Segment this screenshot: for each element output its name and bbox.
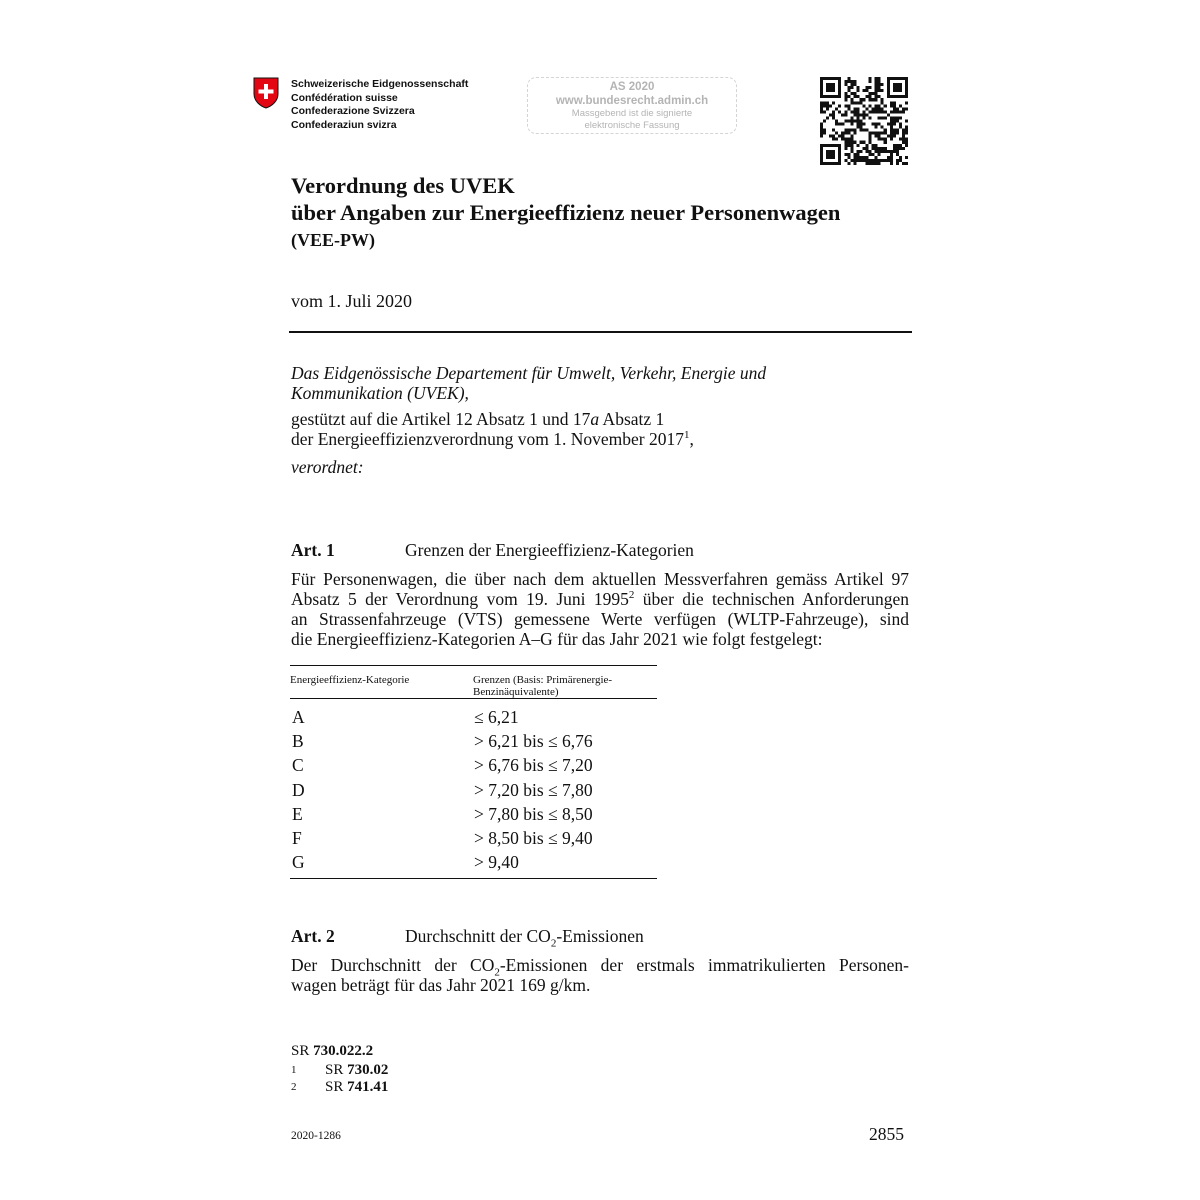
- table-row: [290, 705, 657, 729]
- category-cell: C: [292, 755, 304, 776]
- subscript: 2: [550, 937, 557, 950]
- title-line-2: über Angaben zur Energieeffizienz neuer Personenwagen: [291, 200, 841, 225]
- preamble-basis-line-2: [291, 429, 913, 449]
- article-1-line-2: [291, 589, 909, 609]
- limit-cell: > 6,21 bis ≤ 6,76: [474, 731, 593, 752]
- footnote-mark: 1: [291, 1064, 297, 1076]
- article-text: Der Durchschnitt der CO: [291, 955, 495, 975]
- header-category: Energieeffizienz-Kategorie: [290, 674, 410, 686]
- table-row: [290, 850, 657, 874]
- table-row: [290, 778, 657, 802]
- table-row: [290, 753, 657, 777]
- category-cell: B: [292, 731, 304, 752]
- document-date: vom 1. Juli 2020: [291, 291, 413, 311]
- article-title-text: -Emissionen: [556, 926, 644, 946]
- limit-cell: > 7,20 bis ≤ 7,80: [474, 779, 593, 800]
- header-limits-line-1: Grenzen (Basis: Primärenergie-: [473, 674, 613, 686]
- limit-cell: > 9,40: [474, 852, 519, 873]
- article-2-heading: [291, 926, 644, 950]
- article-text: über die technischen Anforderungen: [634, 589, 909, 609]
- table-row: [290, 729, 657, 753]
- preamble-basis-line-1: [291, 409, 913, 429]
- footnote-ref-number[interactable]: 741.41: [347, 1079, 389, 1095]
- basis-text: der Energieeffizienzverordnung vom 1. November 2017: [291, 429, 684, 449]
- article-number: Art. 1: [291, 540, 335, 560]
- article-2-line-1: [291, 955, 909, 979]
- qr-code-icon: [820, 77, 908, 165]
- table-row: [290, 802, 657, 826]
- article-title: Grenzen der Energieeffizienz-Kategorien: [405, 540, 694, 560]
- swiss-coat-of-arms-icon: [253, 77, 279, 109]
- article-1-line-4: die Energieeffizienz-Kategorien A–G für das Jahr 2021 wie folgt festgelegt:: [291, 629, 823, 649]
- confederation-name-rm: Confederaziun svizra: [291, 118, 397, 131]
- limit-cell: > 7,80 bis ≤ 8,50: [474, 803, 593, 824]
- article-text: Absatz 5 der Verordnung vom 19. Juni 1995: [291, 589, 629, 609]
- article-2-text: [291, 955, 909, 995]
- footnote-prefix: SR: [325, 1079, 344, 1095]
- preamble-authority: [291, 363, 913, 403]
- document-identifier: 2020-1286: [291, 1130, 341, 1142]
- limit-cell: > 6,76 bis ≤ 7,20: [474, 755, 593, 776]
- stamp-note-1: Massgebend ist die signierte: [571, 108, 693, 119]
- confederation-name-de: Schweizerische Eidgenossenschaft: [291, 78, 469, 90]
- preamble-legal-basis: [291, 409, 913, 449]
- confederation-names: [291, 78, 468, 132]
- category-cell: E: [292, 803, 303, 824]
- sr-number: 730.022.2: [313, 1043, 374, 1059]
- article-1-text: [291, 569, 909, 649]
- article-number: Art. 2: [291, 926, 335, 946]
- limit-cell: ≤ 6,21: [474, 707, 519, 727]
- preamble-decrees: verordnet:: [291, 457, 364, 477]
- subscript: 2: [494, 966, 500, 979]
- footnote-1: [291, 1062, 388, 1079]
- preamble-authority-line-1: Das Eidgenössische Departement für Umwelt, Verkehr, Energie und: [291, 363, 767, 383]
- efficiency-category-table: [290, 665, 657, 879]
- sr-prefix: SR: [291, 1043, 310, 1059]
- table-body: [290, 705, 657, 874]
- preamble-authority-line-2: Kommunikation (UVEK),: [291, 383, 469, 403]
- category-cell: F: [292, 827, 302, 848]
- official-publication-stamp: [527, 77, 737, 134]
- title-line-1: Verordnung des UVEK: [291, 173, 515, 198]
- stamp-collection: AS 2020: [609, 81, 655, 93]
- title-abbreviation: (VEE-PW): [291, 230, 375, 250]
- confederation-name-fr: Confédération suisse: [291, 91, 398, 104]
- document-title: [291, 172, 840, 226]
- header-limits-line-2: Benzinäquivalente): [473, 686, 559, 698]
- basis-punctuation: ,: [689, 429, 694, 449]
- article-1-line-3: an Strassenfahrzeuge (VTS) gemessene Werte verfügen (WLTP-Fahrzeuge), sind: [291, 609, 909, 629]
- article-1-line-1: Für Personenwagen, die über nach dem aktuellen Messverfahren gemäss Artikel 97: [291, 569, 909, 589]
- article-2-line-2: wagen beträgt für das Jahr 2021 169 g/km.: [291, 975, 591, 995]
- category-cell: D: [292, 779, 305, 800]
- page-number: 2855: [869, 1124, 904, 1144]
- category-cell: G: [292, 852, 305, 873]
- article-title: [405, 926, 644, 950]
- category-cell: A: [292, 707, 305, 727]
- basis-text: Absatz 1: [599, 409, 665, 429]
- article-1-heading: [291, 540, 694, 561]
- limit-cell: > 8,50 bis ≤ 9,40: [474, 827, 593, 848]
- footnote-mark: 2: [291, 1081, 297, 1093]
- title-divider: [289, 331, 912, 333]
- stamp-note-2: elektronische Fassung: [584, 119, 680, 131]
- basis-letter: a: [590, 409, 600, 429]
- footnote-2: [291, 1079, 388, 1096]
- footnote-ref[interactable]: 1: [683, 429, 690, 442]
- table-bottom-rule: [290, 878, 657, 879]
- basis-text: gestützt auf die Artikel 12 Absatz 1 und 17: [291, 409, 591, 429]
- article-text: -Emissionen der erstmals immatrikulierten Personen-: [499, 955, 909, 975]
- systematic-number: [291, 1043, 373, 1060]
- footnote-prefix: SR: [325, 1062, 344, 1078]
- header-limits: [473, 674, 657, 698]
- stamp-url: www.bundesrecht.admin.ch: [555, 95, 709, 107]
- table-header: [290, 666, 657, 698]
- footnote-ref[interactable]: 2: [628, 589, 635, 602]
- footnote-ref-number[interactable]: 730.02: [347, 1062, 389, 1078]
- table-row: [290, 826, 657, 850]
- confederation-name-it: Confederazione Svizzera: [291, 105, 415, 117]
- article-title-text: Durchschnitt der CO: [405, 926, 551, 946]
